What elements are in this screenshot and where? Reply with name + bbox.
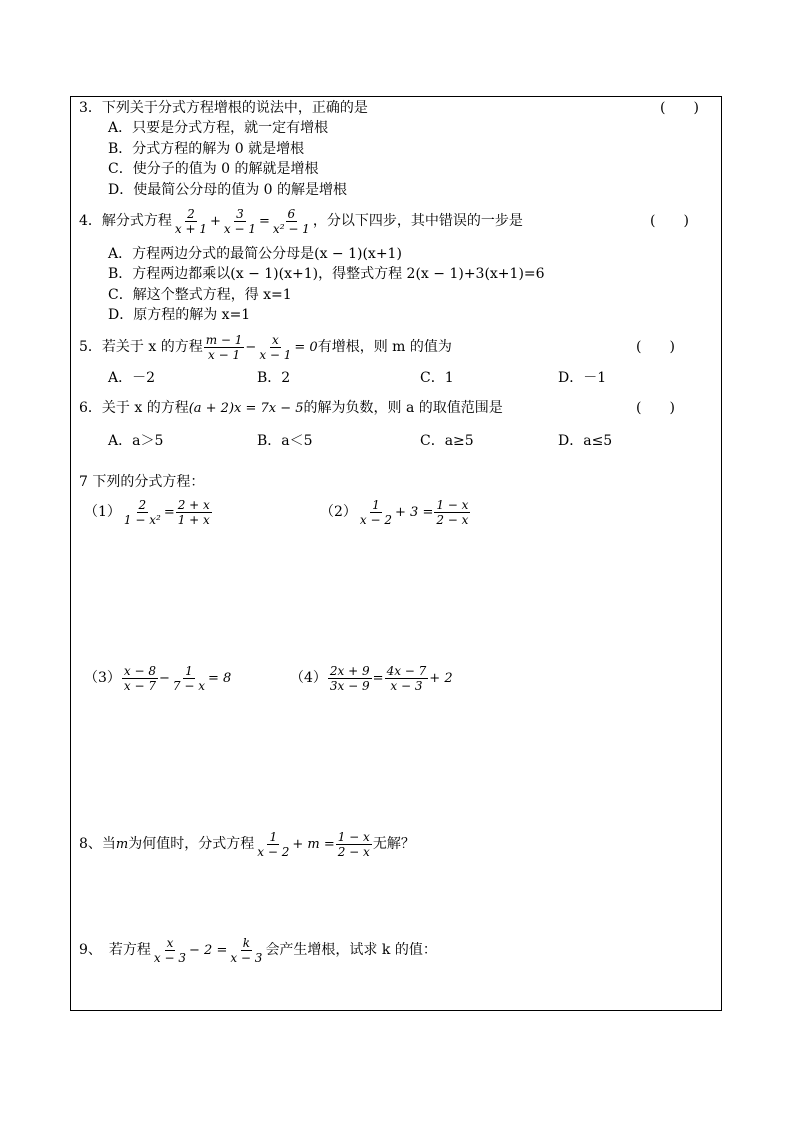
q5-prefix: 5．若关于 x 的方程 — [79, 339, 203, 355]
q8-stem — [79, 826, 415, 863]
q3-option-d: D．使最简公分母的值为 0 的解是增根 — [108, 182, 348, 198]
q5-stem — [79, 329, 452, 366]
q4-option-c: C．解这个整式方程，得 x=1 — [108, 287, 292, 303]
q7-p1-left-fraction — [122, 498, 163, 527]
q4-fraction-3 — [271, 207, 312, 236]
q9-left-num: x — [166, 935, 174, 950]
q4-frac3-den: x² − 1 — [272, 221, 310, 236]
q4-frac2-den: x − 1 — [223, 221, 257, 236]
q8-right-num: 1 − x — [337, 829, 370, 844]
q4-option-a: A．方程两边分式的最简公分母是(x − 1)(x+1) — [108, 246, 402, 262]
q6-option-b: B．a＜5 — [257, 433, 313, 449]
q4-option-d: D．原方程的解为 x=1 — [108, 307, 251, 323]
q8-plus-m: + m = — [292, 837, 335, 852]
q7-stem: 7 下列的分式方程： — [79, 474, 205, 490]
q6-option-c: C．a≥5 — [420, 433, 474, 449]
q7-p3-label: （3） — [84, 670, 121, 686]
q9-right-num: k — [242, 935, 251, 950]
q7-p4-equals: = — [372, 671, 384, 686]
q6-equation: (a + 2)x = 7x − 5 — [188, 401, 304, 416]
q7-p1-left-den: 1 − x² — [123, 512, 161, 527]
q7-p3-b-num: 1 — [185, 663, 193, 678]
q7-p2-middle: + 3 = — [395, 505, 434, 520]
q7-p3-a-den: x − 7 — [123, 678, 157, 693]
q5-answer-paren: ( ) — [636, 339, 675, 355]
q9-suffix: 会产生增根，试求 k 的值： — [265, 942, 437, 958]
q5-frac2-den: x − 1 — [259, 347, 292, 362]
q4-frac2-num: 3 — [236, 206, 244, 221]
q8-left-num: 1 — [269, 829, 278, 844]
q5-equals-zero: = 0 — [294, 340, 318, 355]
q7-p1-right-den: 1 + x — [177, 512, 210, 527]
q3-option-c: C．使分子的值为 0 的解就是增根 — [108, 161, 319, 177]
q3-option-a: A．只要是分式方程，就一定有增根 — [108, 120, 329, 136]
q7-p3-a-num: x − 8 — [123, 663, 157, 678]
q5-frac1-num: m − 1 — [205, 332, 243, 347]
q3-answer-paren: ( ) — [660, 100, 699, 116]
q6-answer-paren: ( ) — [636, 400, 675, 416]
q8-prefix: 8、当 — [79, 836, 116, 852]
q7-p4-tail: + 2 — [429, 671, 453, 686]
q7-p4-label: （4） — [290, 670, 327, 686]
q4-frac1-den: x + 1 — [174, 221, 208, 236]
q7-part-4 — [290, 660, 453, 697]
q6-option-d: D．a≤5 — [558, 433, 613, 449]
q4-suffix: ，分以下四步，其中错误的一步是 — [312, 213, 523, 229]
q5-option-b: B．2 — [257, 370, 291, 386]
q9-right-fraction — [228, 936, 264, 965]
q4-equals: = — [259, 214, 270, 229]
q7-p2-left-den: x − 2 — [359, 512, 393, 527]
q4-fraction-1 — [173, 207, 209, 236]
q5-suffix: 有增根，则 m 的值为 — [317, 339, 452, 355]
q7-p1-label: （1） — [84, 504, 121, 520]
q9-middle: − 2 = — [189, 943, 228, 958]
q6-stem — [79, 399, 503, 418]
q7-part-1 — [84, 494, 213, 531]
q7-p1-equals: = — [163, 505, 175, 520]
q4-plus: + — [210, 214, 221, 229]
q7-p2-right-fraction — [434, 498, 470, 527]
q7-p2-label: （2） — [320, 504, 357, 520]
q6-option-a: A．a＞5 — [108, 433, 164, 449]
q8-variable: m — [115, 837, 129, 852]
q5-minus: − — [245, 340, 257, 355]
q7-p1-right-num: 2 + x — [177, 497, 210, 512]
q4-answer-paren: ( ) — [650, 213, 689, 229]
q9-left-den: x − 3 — [153, 950, 187, 965]
q7-p4-right-fraction — [385, 664, 429, 693]
q6-prefix: 6．关于 x 的方程 — [79, 400, 189, 416]
q7-part-2 — [320, 494, 471, 531]
q4-prefix: 4．解分式方程 — [79, 213, 172, 229]
q9-right-den: x − 3 — [230, 950, 263, 965]
q8-right-den: 2 − x — [337, 844, 370, 859]
q7-p2-right-num: 1 − x — [436, 497, 469, 512]
q3-stem: 3．下列关于分式方程增根的说法中，正确的是 — [79, 100, 368, 116]
q5-frac1-den: x − 1 — [208, 347, 241, 362]
q4-option-b: B．方程两边都乘以(x − 1)(x+1)，得整式方程 2(x − 1)+3(x+1)=6 — [108, 266, 545, 282]
q7-part-3 — [84, 660, 231, 697]
q4-frac1-num: 2 — [187, 206, 195, 221]
q4-fraction-2 — [222, 207, 258, 236]
q3-option-b: B．分式方程的解为 0 就是增根 — [108, 141, 305, 157]
q7-p3-b-den: 7 − x — [172, 678, 206, 693]
q7-p2-left-fraction — [358, 498, 394, 527]
q8-middle: 为何值时，分式方程 — [128, 836, 255, 852]
q8-left-fraction — [255, 830, 291, 859]
q7-p2-left-num: 1 — [372, 497, 380, 512]
q5-fraction-1 — [204, 333, 245, 362]
q9-stem — [79, 932, 437, 969]
q7-p3-fraction-a — [122, 664, 158, 693]
q5-option-a: A．－2 — [108, 370, 156, 386]
q8-left-den: x − 2 — [257, 844, 290, 859]
q7-p4-left-num: 2x + 9 — [329, 663, 370, 678]
q9-prefix: 9、 若方程 — [79, 942, 151, 958]
q5-option-c: C．1 — [420, 370, 454, 386]
q7-p4-left-fraction — [328, 664, 372, 693]
q8-suffix: 无解？ — [372, 836, 415, 852]
q5-option-d: D．－1 — [558, 370, 607, 386]
q7-p3-minus: − — [159, 671, 170, 686]
q7-p4-right-den: x − 3 — [390, 678, 423, 693]
q7-p1-right-fraction — [176, 498, 212, 527]
q4-stem — [79, 203, 523, 240]
q6-suffix: 的解为负数，则 a 的取值范围是 — [303, 400, 503, 416]
q7-p3-fraction-b — [171, 664, 207, 693]
q7-p1-left-num: 2 — [138, 497, 147, 512]
q7-p3-tail: = 8 — [208, 671, 232, 686]
q5-frac2-num: x — [271, 332, 279, 347]
q7-p2-right-den: 2 − x — [436, 512, 469, 527]
q9-left-fraction — [152, 936, 188, 965]
q8-right-fraction — [336, 830, 372, 859]
q7-p4-right-num: 4x − 7 — [386, 663, 427, 678]
q5-fraction-2 — [257, 333, 293, 362]
q4-frac3-num: 6 — [287, 206, 296, 221]
q7-p4-left-den: 3x − 9 — [329, 678, 370, 693]
